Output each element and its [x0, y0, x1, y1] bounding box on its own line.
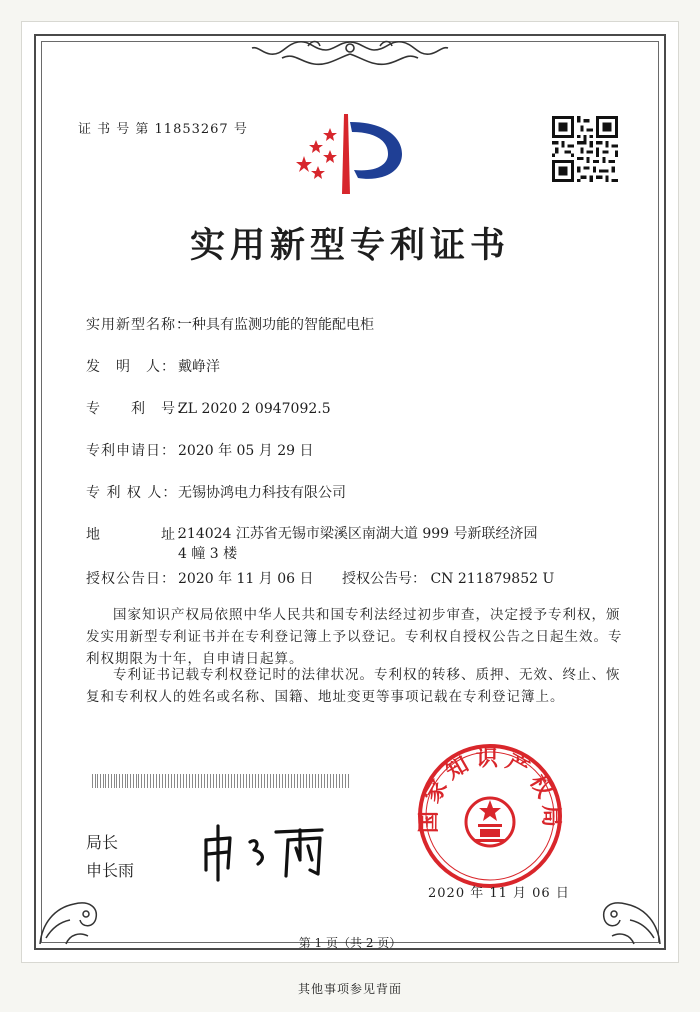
field-address-value: 214024 江苏省无锡市梁溪区南湖大道 999 号新联经济园 4 幢 3 楼: [178, 526, 538, 562]
field-value: CN 211879852 U: [430, 571, 555, 587]
field-utility-model-name: [86, 314, 374, 334]
field-grant-date: [86, 568, 314, 588]
field-label: 地 址：: [86, 527, 191, 543]
footer-note: 其他事项参见背面: [297, 982, 402, 996]
field-grant-number: [342, 568, 554, 588]
field-label: 专 利 号：: [86, 401, 191, 417]
field-label: 实用新型名称：: [86, 317, 191, 333]
signature-icon: [196, 818, 346, 884]
field-patent-number: [86, 398, 331, 418]
field-label: 专 利 权 人：: [86, 485, 178, 501]
official-seal-icon: [416, 742, 564, 890]
field-label: 专利申请日：: [86, 443, 176, 459]
seal-text: 国家知识产权局: [416, 746, 564, 834]
page-number: 第 1 页（共 2 页）: [298, 936, 402, 950]
director-name: 申长雨: [86, 861, 135, 880]
field-value: 一种具有监测功能的智能配电柜: [178, 317, 374, 333]
field-address-label-row: [86, 524, 191, 544]
field-label: 授权公告号：: [342, 571, 426, 587]
field-patentee: [86, 482, 346, 502]
field-filing-date: [86, 440, 314, 460]
field-inventor: [86, 356, 220, 376]
director-title: 局长: [86, 833, 119, 852]
field-value: 戴峥洋: [178, 359, 220, 375]
security-strip-icon: [92, 774, 352, 788]
statement-paragraph-2: 专利证书记载专利权登记时的法律状况。专利权的转移、质押、无效、终止、恢复和专利权人的姓名或名称、国籍、地址变更等事项记载在专利登记簿上。: [86, 667, 621, 705]
field-label: 发 明 人：: [86, 359, 176, 375]
certificate-title: 实用新型专利证书: [189, 226, 510, 266]
field-value: 无锡协鸿电力科技有限公司: [178, 485, 346, 501]
field-value: 2020 年 05 月 29 日: [178, 443, 314, 459]
field-value: 2020 年 11 月 06 日: [178, 571, 314, 587]
top-ornament-icon: [248, 36, 452, 76]
field-value: ZL 2020 2 0947092.5: [178, 401, 331, 417]
cnipa-logo-icon: [290, 108, 410, 198]
statement-paragraph-1: 国家知识产权局依照中华人民共和国专利法经过初步审查，决定授予专利权，颁发实用新型专利证书并在专利登记簿上予以登记。专利权自授权公告之日起生效。专利权期限为十年，自申请日起算。: [86, 607, 623, 667]
certificate-number: 证 书 号 第 11853267 号: [78, 122, 248, 137]
field-label: 授权公告日：: [86, 571, 176, 587]
qr-code-icon: [552, 116, 618, 182]
seal-date: 2020 年 11 月 06 日: [428, 886, 570, 901]
